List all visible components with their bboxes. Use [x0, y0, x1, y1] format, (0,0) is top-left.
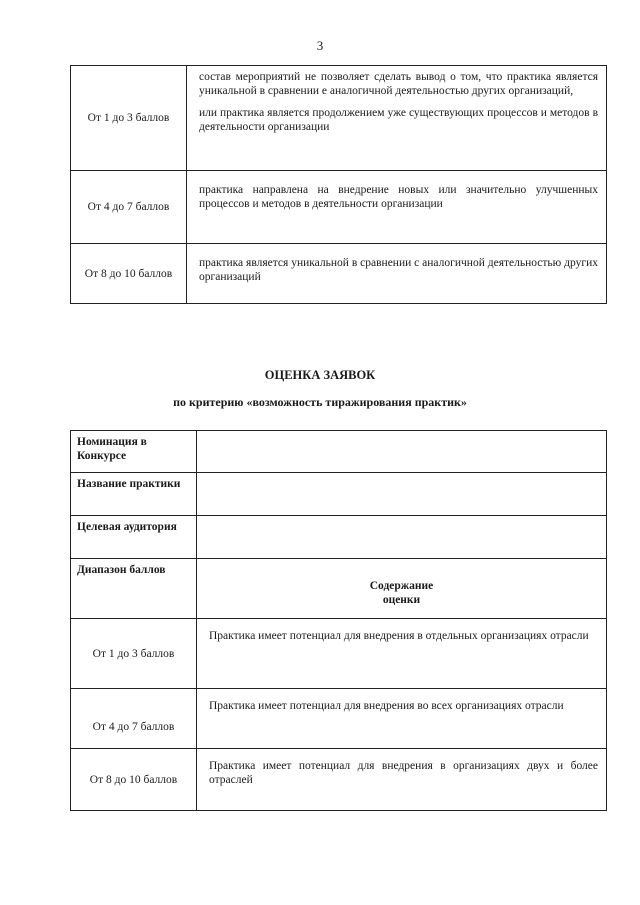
header-content [197, 559, 607, 619]
score-range: От 4 до 7 баллов [71, 171, 187, 244]
score-range: От 1 до 3 баллов [71, 66, 187, 171]
table-header-row [71, 559, 607, 619]
score-description: Практика имеет потенциал для внедрения во всех организациях отрасли [197, 689, 607, 749]
description-paragraph: практика является уникальной в сравнении с аналогичной деятельностью других организаций [199, 257, 598, 283]
score-range: От 8 до 10 баллов [71, 749, 197, 811]
replicability-score-table [70, 430, 607, 811]
section-title: ОЦЕНКА ЗАЯВОК [264, 368, 376, 382]
score-description [187, 171, 607, 244]
page-number: 3 [316, 38, 324, 53]
score-description [187, 244, 607, 304]
table-row [71, 689, 607, 749]
score-range: От 8 до 10 баллов [71, 244, 187, 304]
score-description: Практика имеет потенциал для внедрения в организациях двух и более отраслей [197, 749, 607, 811]
table-row [71, 431, 607, 473]
description-paragraph: состав мероприятий не позволяет сделать вывод о том, что практика является уникальной в сравнении е аналогичной деятельностью других организаций, [199, 71, 598, 97]
section-subtitle: по критерию «возможность тиражирования практик» [173, 395, 467, 409]
table-row [71, 619, 607, 689]
field-value-target-audience [197, 516, 607, 559]
table-row [71, 749, 607, 811]
header-score-range: Диапазон баллов [71, 559, 197, 619]
score-range: От 4 до 7 баллов [71, 689, 197, 749]
field-label-nomination: Номинация в Конкурсе [71, 431, 197, 473]
field-value-practice-name [197, 473, 607, 516]
table-row [71, 66, 607, 171]
table-row [71, 516, 607, 559]
header-content-label: Содержание оценки [369, 580, 434, 606]
field-label-practice-name: Название практики [71, 473, 197, 516]
score-range: От 1 до 3 баллов [71, 619, 197, 689]
score-description [187, 66, 607, 171]
score-description: Практика имеет потенциал для внедрения в отдельных организациях отрасли [197, 619, 607, 689]
table-row [71, 244, 607, 304]
field-label-target-audience: Целевая аудитория [71, 516, 197, 559]
description-paragraph: практика направлена на внедрение новых или значительно улучшенных процессов и методов в деятельности организации [199, 184, 598, 210]
table-row [71, 473, 607, 516]
description-paragraph: или практика является продолжением уже существующих процессов и методов в деятельности организации [199, 107, 598, 133]
innovation-score-table [70, 65, 607, 304]
field-value-nomination [197, 431, 607, 473]
table-row [71, 171, 607, 244]
